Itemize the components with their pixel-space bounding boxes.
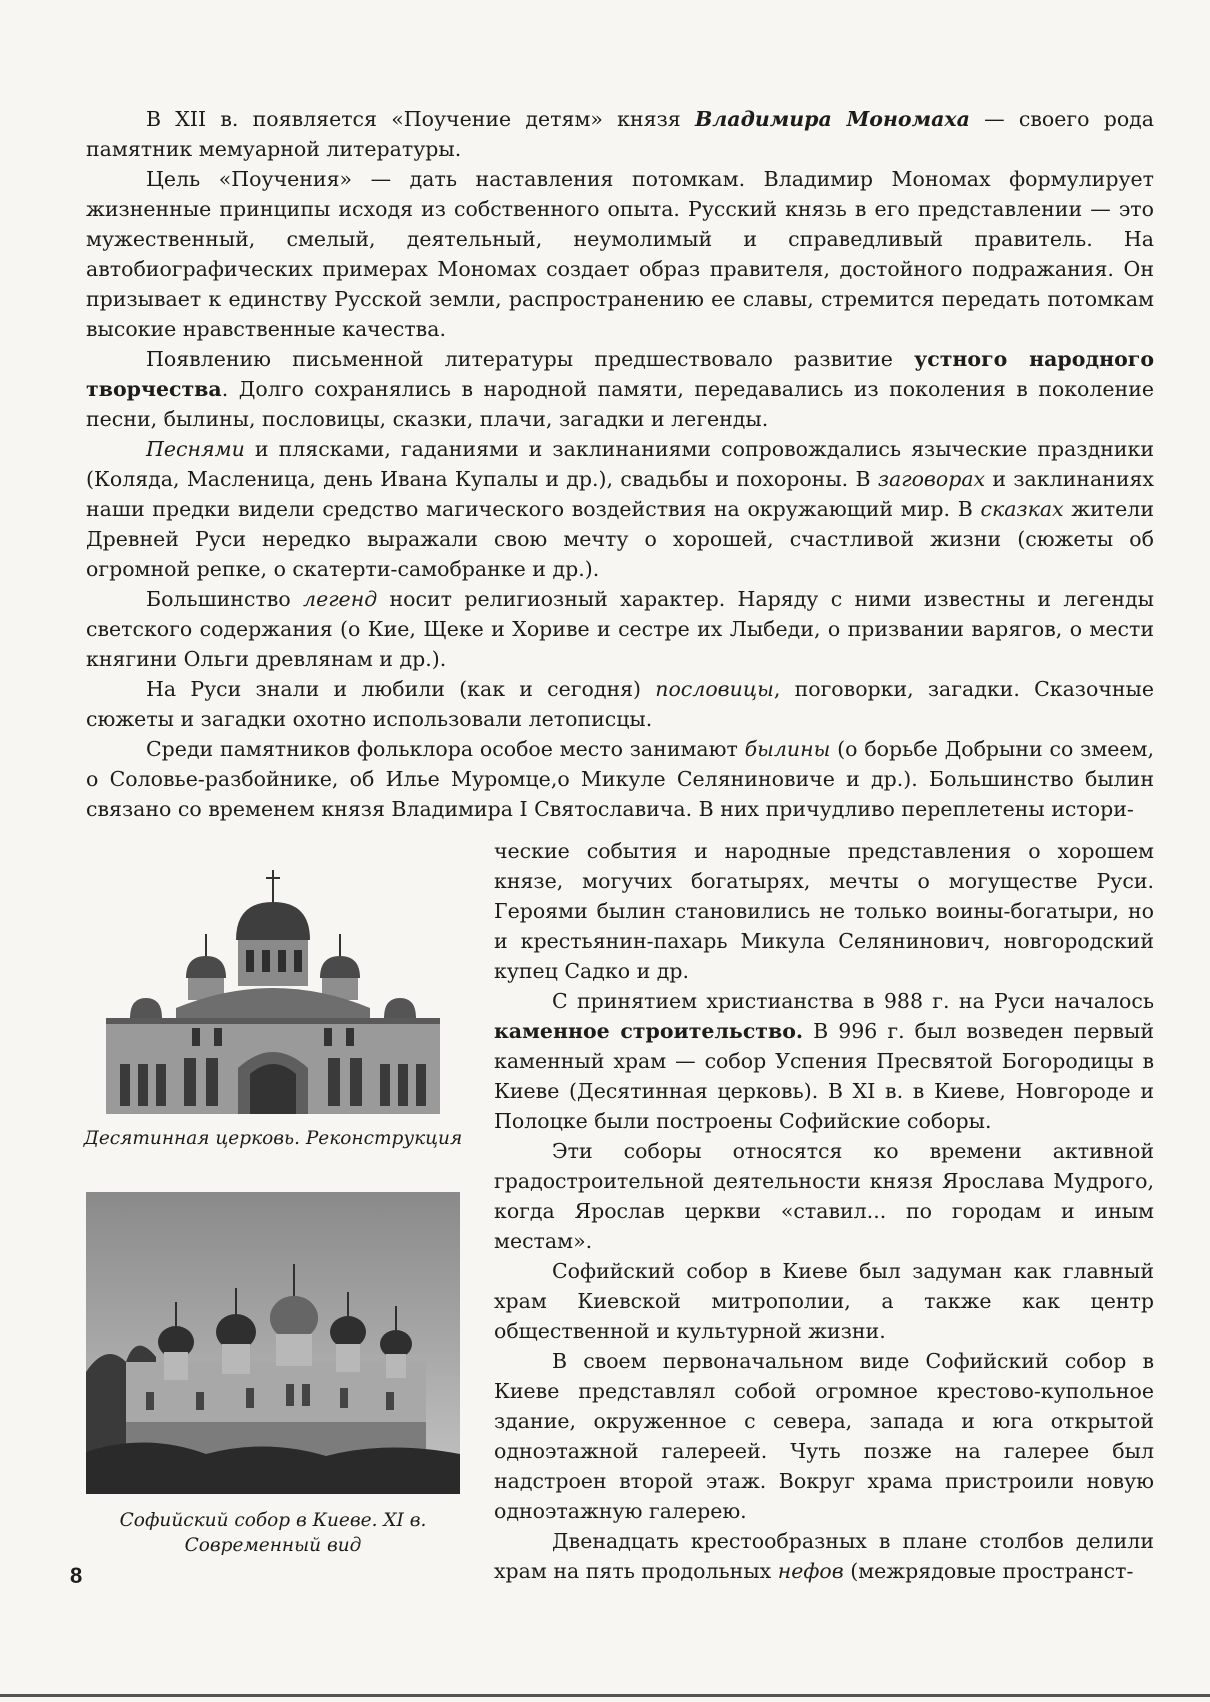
bottom-rule <box>0 1694 1210 1697</box>
page-number: 8 <box>70 1563 83 1588</box>
paragraph-monomakh: В XII в. появляется «Поучение детям» князя Владимира Мономаха — своего рода памятник мемуарной литературы. <box>86 107 1155 161</box>
paragraph-sophia-original: В своем первоначальном виде Софийский собор в Киеве представлял собой огромное крестово-купольное здание, окруженное с севера, запада и юга открытой одноэтажной галереей. Чуть позже на галерее был надстроен второй этаж. Вокруг храма пристроили новую одноэтажную галерею. <box>494 1349 1154 1523</box>
paragraph-bylinas: Среди памятников фольклора особое место занимают былины (о борьбе Добрыни со змеем, о Соловье-разбойнике, об Илье Муромце,о Микуле Селяниновиче и др.). Большинство былин связано со временем князя Владимира I Святославича. В них причудливо переплетены истори- <box>86 737 1155 821</box>
paragraph-songs-spells: Песнями и плясками, гаданиями и заклинаниями сопровождались языческие праздники (Коляда, Масленица, день Ивана Купалы и др.), свадьбы и похороны. В заговорах и заклинаниях наши предки видели средство магического воздействия на окружающий мир. В сказках жители Древней Руси нередко выражали свою мечту о хорошей, счастливой жизни (сюжеты об огромной репке, о скатерти-самобранке и др.). <box>86 437 1154 581</box>
saint-sophia-caption-line-1: Софийский собор в Киеве. XI в. <box>119 1510 427 1531</box>
paragraph-legends: Большинство легенд носит религиозный характер. Наряду с ними известны и легенды светского содержания (о Кие, Щеке и Хориве и сестре их Лыбеди, о призвании варягов, о мести княгини Ольги древлянам и др.). <box>86 587 1154 671</box>
paragraph-proverbs: На Руси знали и любили (как и сегодня) пословицы, поговорки, загадки. Сказочные сюжеты и загадки охотно использовали летописцы. <box>86 677 1154 731</box>
paragraph-bylinas-continued: ческие события и народные представления о хорошем князе, могучих богатырях, мечты о могуществе Руси. Героями былин становились не только воины-богатыри, но и крестьянин-пахарь Микула Селянинович, новгородский купец Садко и др. <box>494 839 1154 983</box>
paragraph-oral-folk-art: Появлению письменной литературы предшествовало развитие устного народного творчества. Долго сохранялись в народной памяти, передавались из поколения в поколение песни, былины, пословицы, сказки, плачи, загадки и легенды. <box>86 347 1154 431</box>
tithe-church-illustration <box>86 868 460 1114</box>
paragraph-pouchenie-goal: Цель «Поучения» — дать наставления потомкам. Владимир Мономах формулирует жизненные принципы исходя из собственного опыта. Русский князь в его представлении — это мужественный, смелый, деятельный, неумолимый и справедливый правитель. На автобиографических примерах Мономах создает образ правителя, достойного подражания. Он призывает к единству Русской земли, распространению ее славы, стремится передать потомкам высокие нравственные качества. <box>86 167 1154 341</box>
paragraph-sophia-purpose: Софийский собор в Киеве был задуман как главный храм Киевской митрополии, а также как центр общественной и культурной жизни. <box>494 1259 1154 1343</box>
main-text-full-width <box>86 104 1154 824</box>
main-text-right-column <box>494 836 1154 1586</box>
saint-sophia-caption <box>70 1508 476 1558</box>
saint-sophia-caption-line-2: Современный вид <box>184 1535 362 1556</box>
tithe-church-caption: Десятинная церковь. Реконструкция <box>83 1128 463 1149</box>
paragraph-yaroslav: Эти соборы относятся ко времени активной градостроительной деятельности князя Ярослава Мудрого, когда Ярослав церкви «ставил... по городам и иным местам». <box>494 1139 1154 1253</box>
paragraph-stone-construction: С принятием христианства в 988 г. на Руси началось каменное строительство. В 996 г. был возведен первый каменный храм — собор Успения Пресвятой Богородицы в Киеве (Десятинная церковь). В XI в. в Киеве, Новгороде и Полоцке были построены Софийские соборы. <box>494 989 1154 1133</box>
saint-sophia-photo <box>86 1192 460 1494</box>
paragraph-pillars-naves: Двенадцать крестообразных в плане столбов делили храм на пять продольных нефов (межрядовые пространст- <box>494 1529 1154 1583</box>
